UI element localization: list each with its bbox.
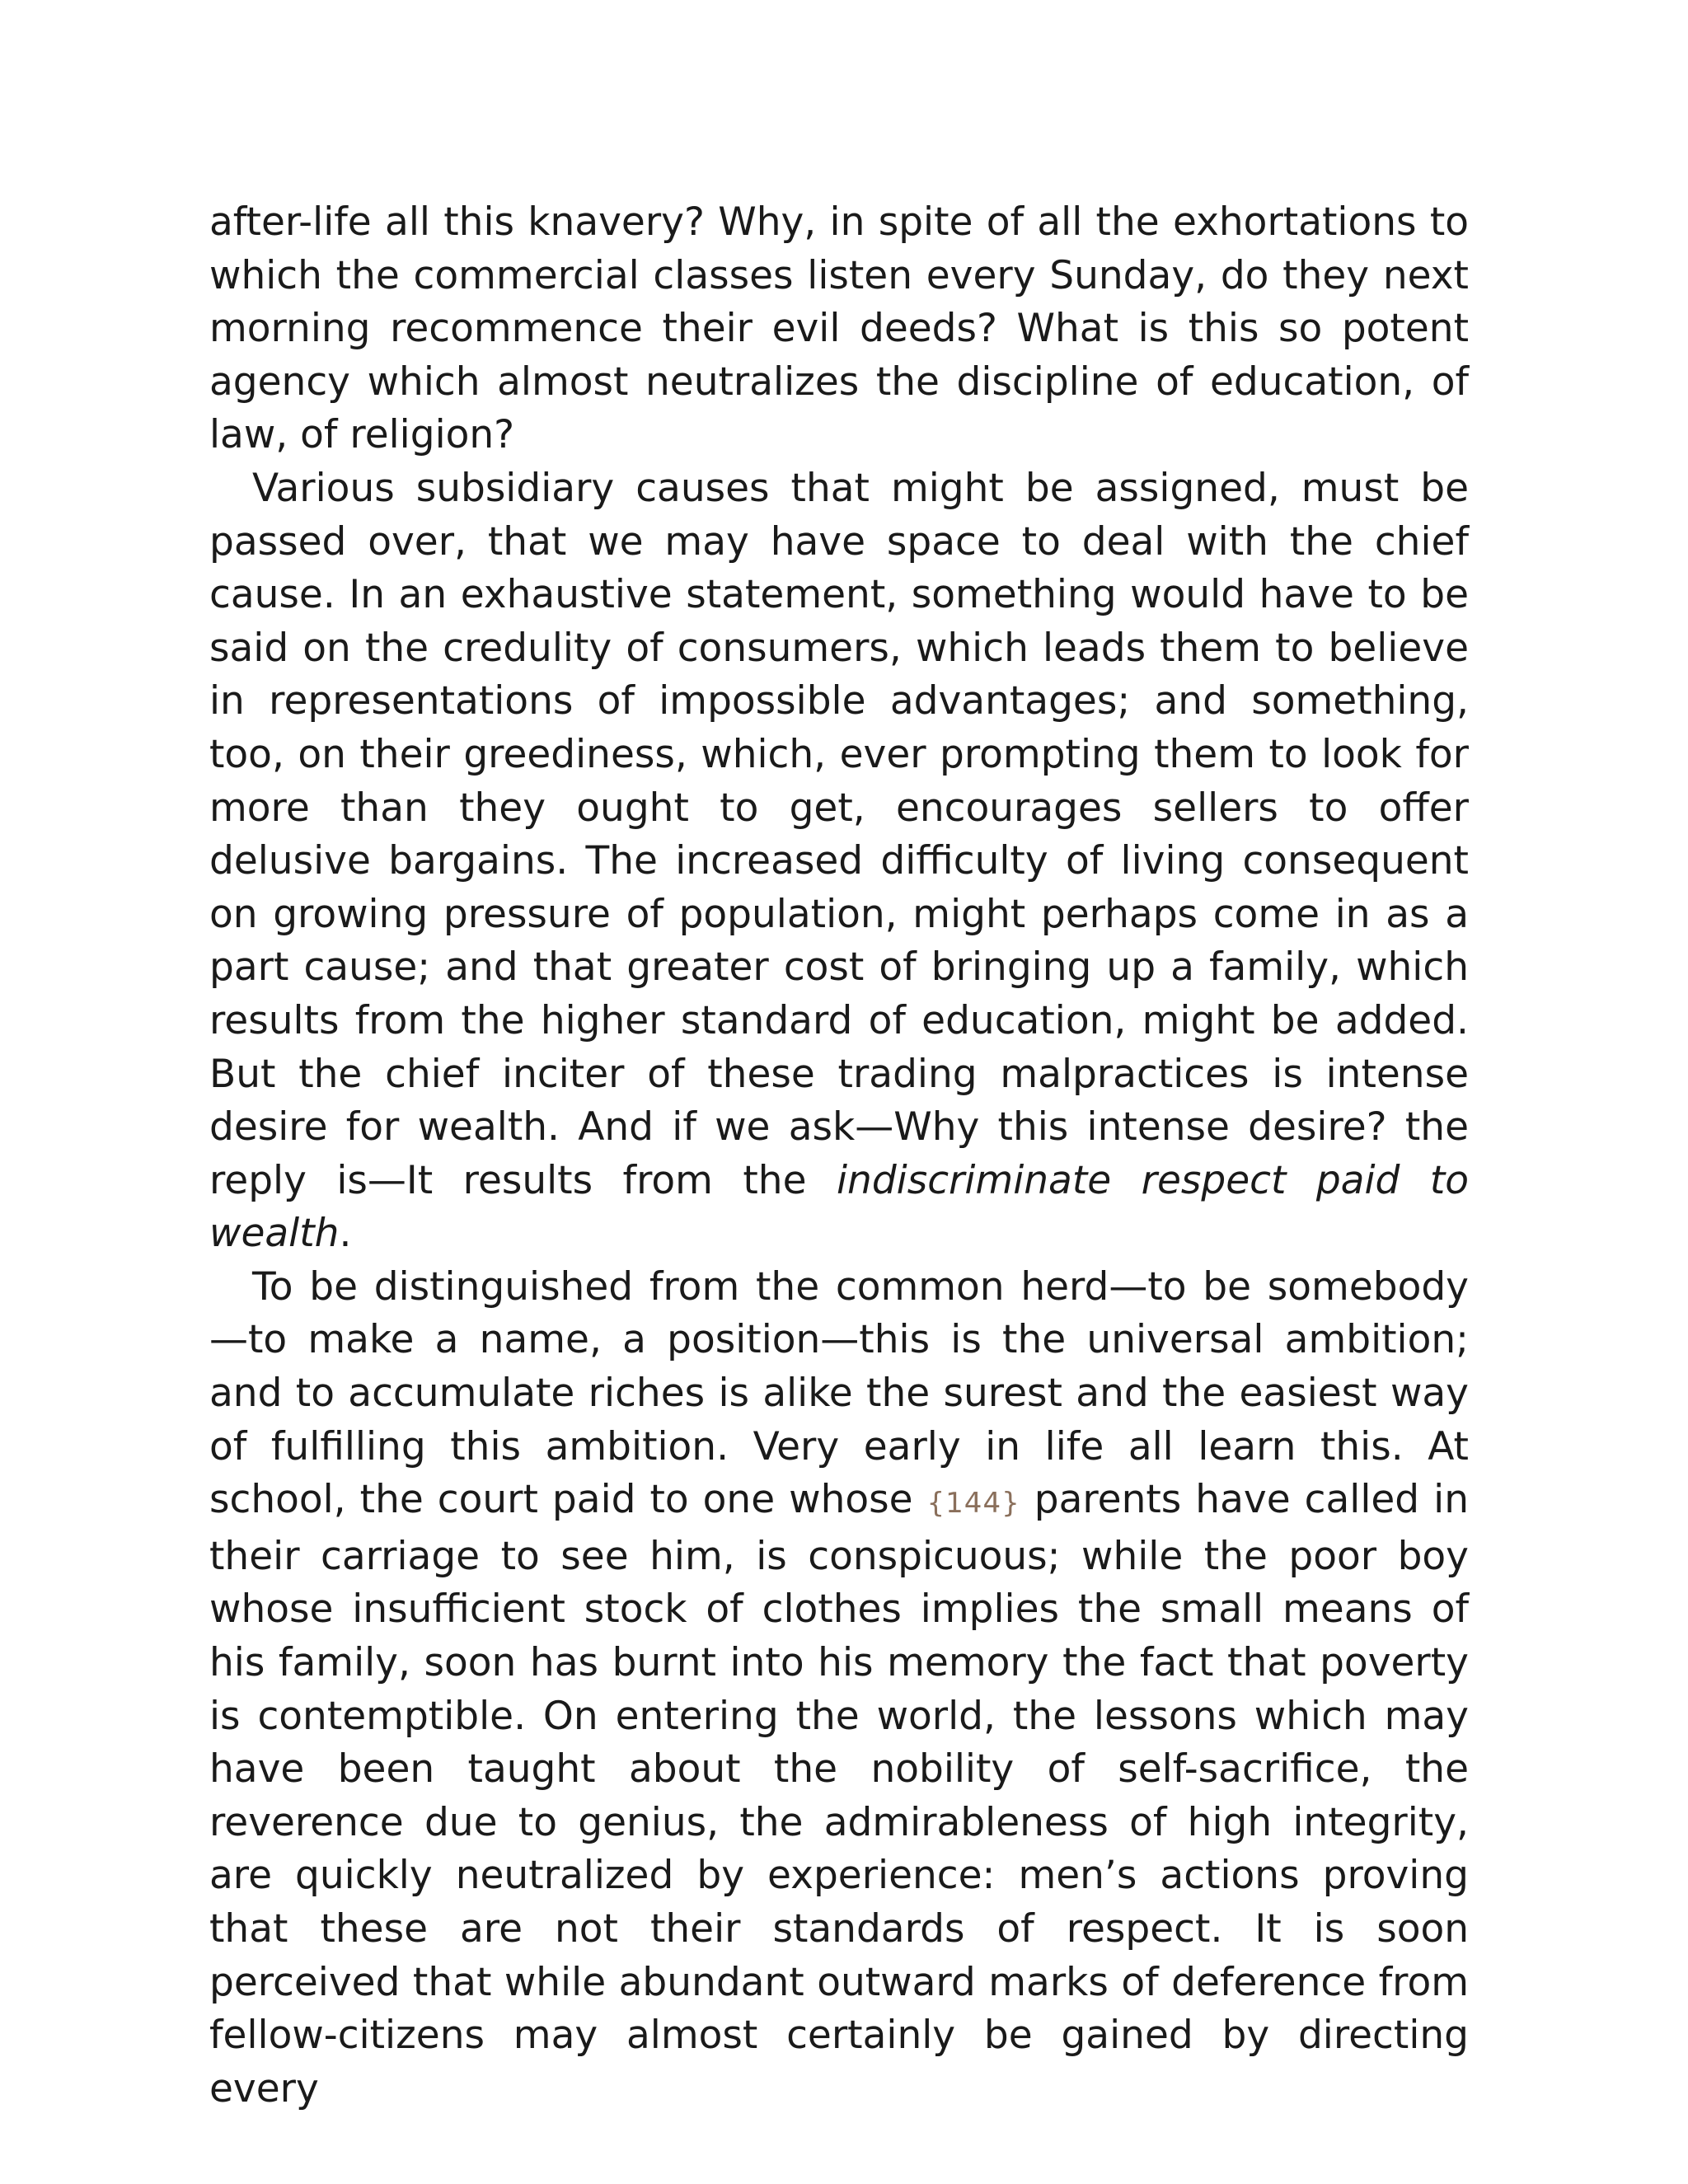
- paragraph-3-text-before: To be distinguished from the common herd—to be somebody—to make a name, a position—this is the universal ambition; and to accumulate riches is alike the surest and the easiest way of fulfilling this ambition. Very early in life all learn this. At school, the court paid to one whose: [209, 1263, 1469, 1523]
- emphasis-phrase: indiscriminate respect paid to wealth: [209, 1157, 1469, 1257]
- paragraph-1: after-life all this knavery? Why, in spite of all the exhortations to which the commercial classes listen every Sunday, do they next morning recommence their evil deeds? What is this so potent agency which almost neutralizes the discipline of education, of law, of religion?: [209, 199, 1469, 458]
- paragraph-2-end: .: [339, 1211, 352, 1257]
- page-body: [209, 196, 1469, 2116]
- paragraph-3-text-after: parents have called in their carriage to see him, is conspicuous; while the poor boy whose insufficient stock of clothes implies the small means of his family, soon has burnt into his memory the fact that poverty is contemptible. On entering the world, the lessons which may have been taught about the nobility of self-sacrifice, the reverence due to genius, the admirableness of high integrity, are quickly neutralized by experience: men’s actions proving that these are not their standards of respect. It is soon perceived that while abundant outward marks of deference from fellow-citizens may almost certainly be gained by directing every: [209, 1477, 1469, 2111]
- paragraph-2-text: Various subsidiary causes that might be assigned, must be passed over, that we may have space to deal with the chief cause. In an exhaustive statement, something would have to be said on the credulity of consumers, which leads them to believe in representations of impossible advantages; and something, too, on their greediness, which, ever prompting them to look for more than they ought to get, encourages sellers to offer delusive bargains. The increased difficulty of living consequent on growing pressure of population, might perhaps come in as a part cause; and that greater cost of bringing up a family, which results from the higher standard of education, might be added. But the chief inciter of these trading malpractices is intense desire for wealth. And if we ask—Why this intense desire? the reply is—It results from the: [209, 465, 1469, 1203]
- paragraph-2: [209, 462, 1469, 1261]
- paragraph-3: [209, 1261, 1469, 2116]
- page-number-marker: {144}: [926, 1487, 1020, 1521]
